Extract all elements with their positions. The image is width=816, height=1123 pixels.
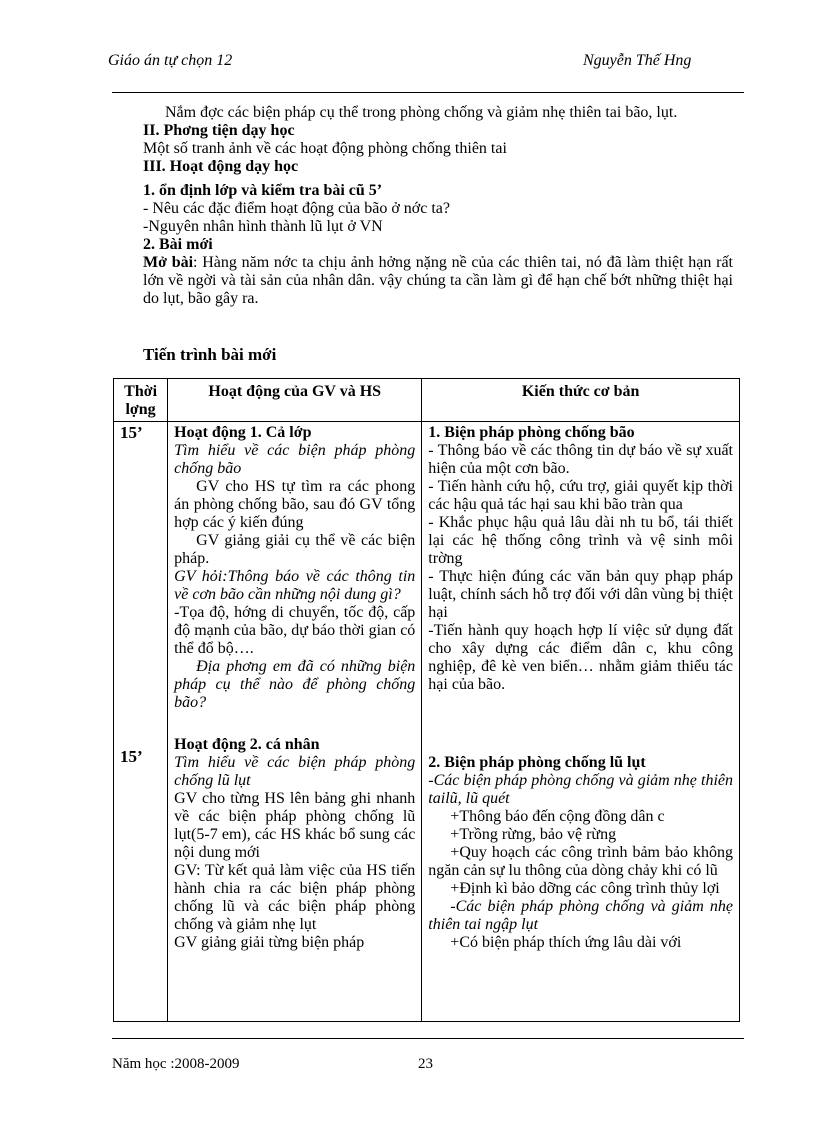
footer-year: Năm học :2008-2009 <box>112 1056 240 1072</box>
lesson-table <box>113 378 740 1022</box>
lead-label: Mở bài <box>143 254 194 271</box>
activity-2-title: Hoạt động 2. cá nhân <box>174 736 320 753</box>
activity-1-answer: -Tọa độ, hớng di chuyển, tốc độ, cấp độ mạnh của bão, dự báo thời gian có thể đổ bộ…. <box>174 604 416 657</box>
knowledge-2-subtitle-2: -Các biện pháp phòng chống và giảm nhẹ thiên tai ngập lụt <box>428 898 733 933</box>
section-3-title: III. Hoạt động dạy học <box>143 158 299 175</box>
knowledge-2-item-1: +Thông báo đến cộng đồng dân c <box>450 808 665 825</box>
objective-text: Nắm đợc các biện pháp cụ thể trong phòng chống và giảm nhẹ thiên tai bão, lụt. <box>165 104 678 121</box>
knowledge-2-item-4: +Định kì bảo dỡng các công trình thủy lợi <box>450 880 720 897</box>
col-header-knowledge: Kiến thức cơ bản <box>422 379 740 422</box>
knowledge-1-item-1: - Thông báo về các thông tin dự báo về sự xuất hiện của một cơn bão. <box>428 442 733 477</box>
knowledge-2-title: 2. Biện pháp phòng chống lũ lụt <box>428 754 646 771</box>
activity-1-question: GV hỏi:Thông báo về các thông tin về cơn bão cần những nội dung gì? <box>174 568 416 603</box>
time-row1: 15’ <box>120 423 143 442</box>
activity-1-p2: GV giảng giải cụ thể về các biện pháp. <box>174 532 416 567</box>
knowledge-2-subtitle: -Các biện pháp phòng chống và giảm nhẹ thiên tailũ, lũ quét <box>428 772 733 807</box>
time-cell <box>114 422 168 1022</box>
knowledge-1-item-4: - Thực hiện đúng các văn bản quy phạp pháp luật, chính sách hỗ trợ đối với dân vùng bị thiệt hại <box>428 568 733 621</box>
table-header-row <box>114 379 740 422</box>
knowledge-cell <box>422 422 740 1022</box>
question-2: -Nguyên nhân hình thành lũ lụt ở VN <box>143 218 383 235</box>
activity-cell <box>168 422 422 1022</box>
knowledge-1-item-3: - Khắc phục hậu quả lâu dài nh tu bổ, tái thiết lại các hệ thống công trình và vệ sinh môi trờng <box>428 514 733 567</box>
activity-1-title: Hoạt động 1. Cả lớp <box>174 424 312 441</box>
activity-1-p1: GV cho HS tự tìm ra các phong án phòng chống bão, sau đó GV tổng hợp các ý kiến đúng <box>174 478 416 531</box>
knowledge-1-item-2: - Tiến hành cứu hộ, cứu trợ, giải quyết kịp thời các hậu quả tác hại sau khi bão tràn qua <box>428 478 733 513</box>
knowledge-2-item-2: +Trồng rừng, bảo vệ rừng <box>450 826 617 843</box>
activity-1-question-2: Địa phơng em đã có những biện pháp cụ thể nào để phòng chống bão? <box>174 658 416 711</box>
activity-2-p2: GV: Từ kết quả làm việc của HS tiến hành chia ra các biện pháp phòng chống lũ và các biện pháp phòng chống và giảm nhẹ lụt <box>174 862 416 933</box>
knowledge-1-title: 1. Biện pháp phòng chống bão <box>428 424 635 441</box>
section-2-title: II. Phơng tiện dạy học <box>143 122 295 139</box>
col-header-time: Thời lợng <box>114 379 168 422</box>
page-number: 23 <box>418 1056 433 1072</box>
lead-text: : Hàng năm nớc ta chịu ảnh hởng nặng nề của các thiên tai, nó đã làm thiệt hạn rất lớn về ngời và tài sản của nhân dân. vậy chúng ta cần làm gì để hạn chế bớt những thiệt hại do lụt, bão gây ra. <box>143 254 733 307</box>
activity-2-p3: GV giảng giải từng biện pháp <box>174 934 365 951</box>
col-header-activity: Hoạt động của GV và HS <box>168 379 422 422</box>
step-2-title: 2. Bài mới <box>143 236 213 253</box>
header-rule <box>112 92 744 93</box>
intro-section <box>143 104 733 308</box>
lead-paragraph <box>143 254 733 308</box>
step-1-title: 1. ổn định lớp và kiểm tra bài cũ 5’ <box>143 182 383 199</box>
time-row2: 15’ <box>120 747 143 766</box>
activity-2-subtitle: Tìm hiểu về các biện pháp phòng chống lũ lụt <box>174 754 416 789</box>
header-right: Nguyễn Thế Hng <box>583 52 692 69</box>
knowledge-2-item-5: +Có biện pháp thích ứng lâu dài với <box>450 934 682 951</box>
activity-1-subtitle: Tìm hiểu về các biện pháp phòng chống bão <box>174 442 416 477</box>
knowledge-2-item-3: +Quy hoạch các công trình bảm bảo không ngăn cản sự lu thông của dòng chảy khi có lũ <box>428 844 733 879</box>
section-2-text: Một số tranh ảnh về các hoạt động phòng chống thiên tai <box>143 140 507 157</box>
header-left: Giáo án tự chọn 12 <box>108 52 233 69</box>
progress-title: Tiến trình bài mới <box>143 345 277 364</box>
activity-2-p1: GV cho từng HS lên bảng ghi nhanh về các biện pháp phòng chống lũ lụt(5-7 em), các HS khác bổ sung các nội dung mới <box>174 790 416 861</box>
knowledge-1-item-5: -Tiến hành quy hoạch hợp lí việc sử dụng đất cho xây dựng các điểm dân c, khu công nghiệp, đê kè ven biển… nhằm giảm thiểu tác hại của bão. <box>428 622 733 693</box>
footer-rule <box>112 1038 744 1039</box>
table-row <box>114 422 740 1022</box>
question-1: - Nêu các đặc điểm hoạt động của bão ở nớc ta? <box>143 200 451 217</box>
